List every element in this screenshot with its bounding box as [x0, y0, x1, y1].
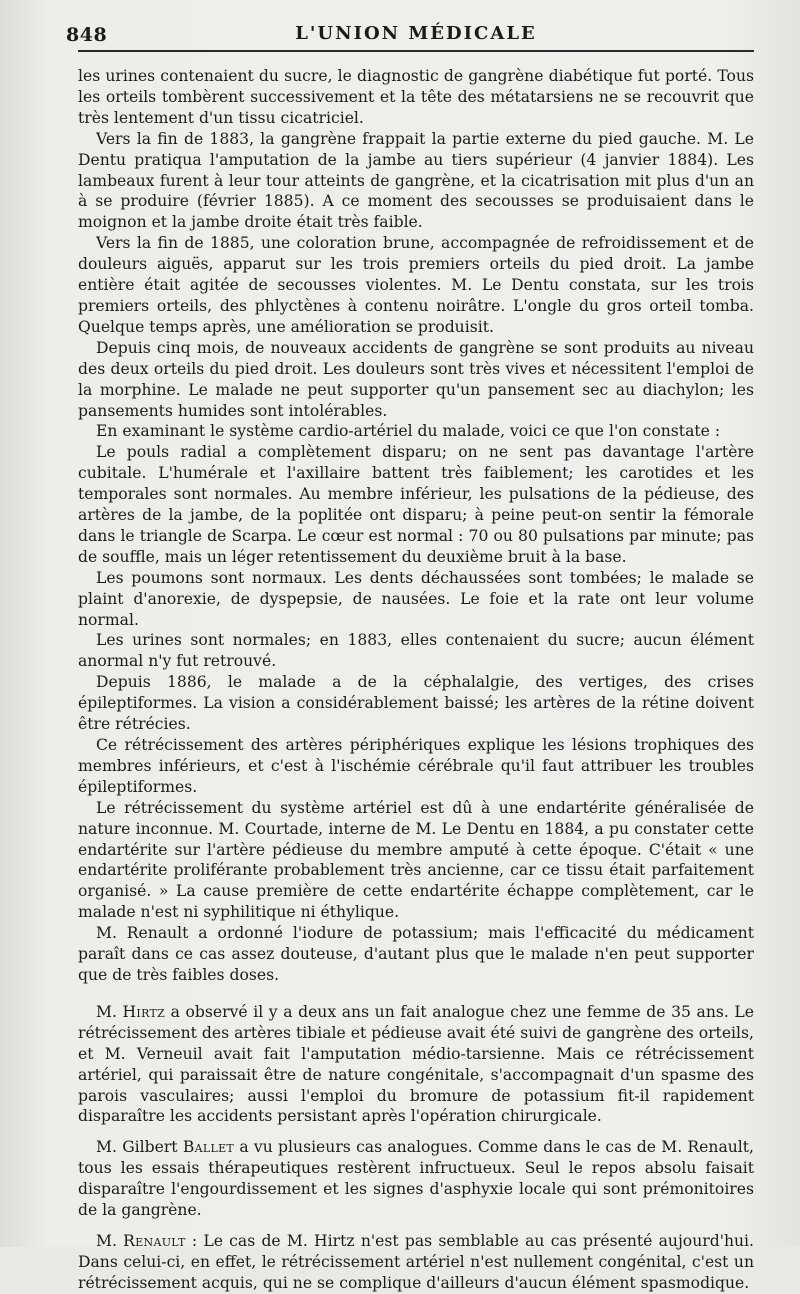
paragraph-text: Vers la fin de 1885, une coloration brune, accompagnée de refroidissement et de douleurs aiguës, apparut sur les trois premiers orteils du pied droit. La jambe entière était agitée de secousses violentes. M. Le Dentu constata, sur les trois premiers orteils, des phlyctènes à contenu noirâtre. L'ongle du gros orteil tomba. Quelque temps après, une amélioration se produisit.: [78, 234, 754, 336]
paragraph-text: En examinant le système cardio-artériel du malade, voici ce que l'on constate :: [96, 422, 721, 441]
paragraph-text: Le rétrécissement du système artériel est dû à une endartérite généralisée de nature inconnue. M. Courtade, interne de M. Le Dentu en 1884, a pu constater cette endartérite sur l'artère pédieuse du membre amputé à cette époque. C'était « une endartérite proliférante probablement très ancienne, car ce tissu était parfaitement organisé. » La cause première de cette endartérite échappe complètement, car le malade n'est ni syphilitique ni éthylique.: [78, 798, 754, 922]
author-name: Ballet: [182, 1138, 235, 1157]
paragraph-text: Depuis 1886, le malade a de la céphalalgie, des vertiges, des crises épileptiformes. La vision a considérablement baissé; les artères de la rétine doivent être rétrécies.: [78, 673, 754, 734]
paragraph-text: a vu plusieurs cas analogues. Comme dans le cas de M. Renault, tous les essais thérapeutiques restèrent infructueux. Seul le repos absolu faisait disparaître l'engourdissement et les signes d'asphyxie locale qui sont prémonitoires de la gangrène.: [78, 1138, 754, 1220]
paragraph: [78, 798, 754, 923]
paragraph: [78, 421, 754, 442]
author-name: Renault: [123, 1231, 186, 1250]
paragraph-text: Vers la fin de 1883, la gangrène frappait la partie externe du pied gauche. M. Le Dentu pratiqua l'amputation de la jambe au tiers supérieur (4 janvier 1884). Les lambeaux furent à leur tour atteints de gangrène, et la cicatrisation mit plus d'un an à se produire (février 1885). A ce moment des secousses se produisaient dans le moignon et la jambe droite était très faible.: [78, 129, 754, 232]
paragraph: [78, 1137, 754, 1221]
paragraph: [78, 338, 754, 422]
paragraph: [78, 923, 754, 986]
paragraph: [78, 233, 754, 338]
paragraph-text: : Le cas de M. Hirtz n'est pas semblable au cas présenté aujourd'hui. Dans celui-ci, en effet, le rétrécissement artériel n'est nullement congénital, c'est un rétrécissement acquis, qui ne se complique d'ailleurs d'aucun élément spasmodique.: [78, 1231, 754, 1292]
paragraph-text: Depuis cinq mois, de nouveaux accidents de gangrène se sont produits au niveau des deux orteils du pied droit. Les douleurs sont très vives et nécessitent l'emploi de la morphine. Le malade ne peut supporter qu'un pansement sec au diachylon; les pansements humides sont intolérables.: [78, 338, 754, 420]
page-number: 848: [66, 24, 108, 46]
paragraph: [78, 735, 754, 798]
paragraph: [78, 442, 754, 567]
paragraph-text: M. Gilbert: [96, 1138, 183, 1157]
paragraph: [78, 129, 754, 234]
paragraph-text: Les poumons sont normaux. Les dents déchaussées sont tombées; le malade se plaint d'anorexie, de dyspepsie, de nausées. Le foie et la rate ont leur volume normal.: [78, 568, 754, 629]
paragraph-text: Les urines sont normales; en 1883, elles contenaient du sucre; aucun élément anormal n'y fut retrouvé.: [78, 631, 754, 671]
paragraph-text: Ce rétrécissement des artères périphériques explique les lésions trophiques des membres inférieurs, et c'est à l'ischémie cérébrale qu'il faut attribuer les troubles épileptiformes.: [78, 736, 754, 796]
paragraph: [78, 66, 754, 129]
paragraph: [78, 630, 754, 672]
article-body: [78, 66, 754, 1294]
paragraph-text: a observé il y a deux ans un fait analogue chez une femme de 35 ans. Le rétrécissement des artères tibiale et pédieuse avait été suivi de gangrène des orteils, et M. Verneuil avait fait l'amputation médio-tarsienne. Mais ce rétrécissement artériel, qui paraissait être de nature congénitale, s'accompagnait d'un spasme des parois vasculaires; aussi l'emploi du bromure de potassium fit-il rapidement disparaître les accidents persistant après l'opération chirurgicale.: [78, 1002, 754, 1126]
paragraph-text: les urines contenaient du sucre, le diagnostic de gangrène diabétique fut porté. Tous les orteils tombèrent successivement et la tête des métatarsiens ne se recouvrit que très lentement d'un tissu cicatriciel.: [78, 67, 754, 127]
running-head: [66, 18, 754, 52]
paragraph-text: M. Renault a ordonné l'iodure de potassium; mais l'efficacité du médicament paraît dans ce cas assez douteuse, d'autant plus que le malade n'en peut supporter que de très faibles doses.: [78, 924, 754, 984]
paragraph-text: Le pouls radial a complètement disparu; on ne sent pas davantage l'artère cubitale. L'humérale et l'axillaire battent très faiblement; les carotides et les temporales sont normales. Au membre inférieur, les pulsations de la pédieuse, des artères de la jambe, de la poplitée ont disparu; à peine peut-on sentir la fémorale dans le triangle de Scarpa. Le cœur est normal : 70 ou 80 pulsations par minute; pas de souffle, mais un léger retentissement du deuxième bruit à la base.: [78, 443, 754, 566]
author-name: Hirtz: [122, 1002, 166, 1021]
journal-title: L'UNION MÉDICALE: [295, 23, 537, 44]
paragraph-text: M.: [96, 1231, 124, 1250]
paragraph-text: M.: [96, 1002, 123, 1021]
paragraph: [78, 568, 754, 631]
paragraph: [78, 1231, 754, 1294]
paragraph: [78, 1002, 754, 1127]
paragraph: [78, 672, 754, 735]
